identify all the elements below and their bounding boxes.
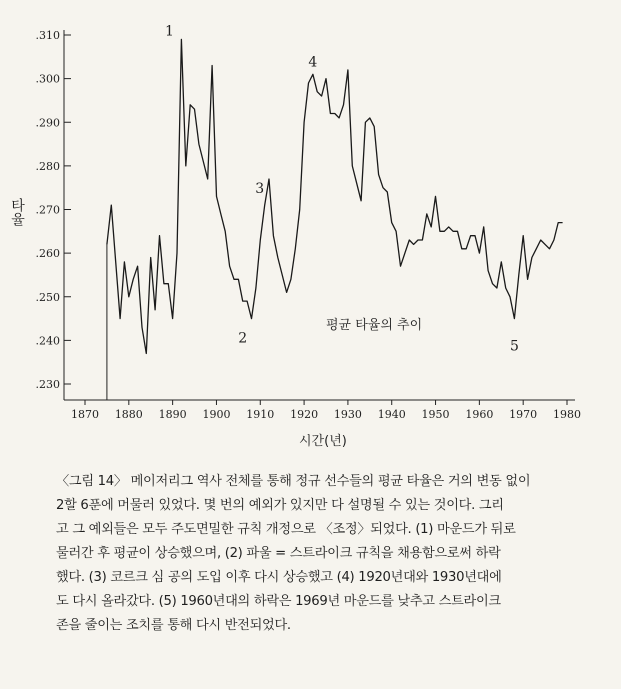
caption-line: 2할 6푼에 머물러 있었다. 몇 번의 예외가 있지만 다 설명될 수 있는 것이다. 그리 bbox=[56, 498, 504, 513]
caption-line: 고 그 예외들은 모두 주도면밀한 규칙 개정으로 〈조정〉되었다. (1) 마운드가 뒤로 bbox=[56, 522, 516, 537]
caption-line: 존을 줄이는 조치를 통해 다시 반전되었다. bbox=[56, 618, 291, 633]
y-tick-label: .240 bbox=[35, 334, 60, 348]
caption-line: 물러간 후 평균이 상승했으며, (2) 파울 = 스트라이크 규칙을 채용함으로써 하락 bbox=[56, 546, 501, 561]
y-tick-label: .310 bbox=[35, 29, 60, 42]
x-tick-label: 1900 bbox=[202, 408, 231, 421]
y-tick-label: .250 bbox=[35, 290, 60, 304]
figure-caption bbox=[56, 470, 590, 638]
annotation-label: 4 bbox=[308, 54, 318, 71]
chart-axes bbox=[64, 30, 575, 400]
y-tick-label: .270 bbox=[35, 203, 60, 217]
x-axis-label: 시간(년) bbox=[299, 434, 347, 449]
y-tick-label: .260 bbox=[35, 247, 60, 261]
x-ticks bbox=[71, 400, 581, 421]
y-tick-label: .300 bbox=[35, 72, 60, 86]
y-axis-label: 타율 bbox=[9, 198, 25, 226]
caption-line: 했다. (3) 코르크 심 공의 도입 이후 다시 상승했고 (4) 1920년대와 1930년대에 bbox=[56, 570, 502, 585]
y-tick-label: .290 bbox=[35, 116, 60, 130]
chart-inline-title: 평균 타율의 추이 bbox=[326, 318, 423, 333]
x-tick-label: 1970 bbox=[509, 408, 538, 421]
annotation-label: 3 bbox=[255, 181, 265, 198]
x-tick-label: 1950 bbox=[421, 408, 450, 421]
x-tick-label: 1920 bbox=[290, 408, 319, 421]
annotation-label: 2 bbox=[238, 330, 248, 347]
annotation-label: 1 bbox=[164, 23, 174, 40]
y-tick-label: .280 bbox=[35, 159, 60, 173]
x-tick-label: 1960 bbox=[465, 408, 494, 421]
x-tick-label: 1930 bbox=[333, 408, 362, 421]
x-tick-label: 1910 bbox=[246, 408, 275, 421]
x-tick-label: 1940 bbox=[377, 408, 406, 421]
x-tick-label: 1870 bbox=[71, 408, 99, 421]
annotations bbox=[165, 23, 519, 354]
caption-line: 도 다시 올라갔다. (5) 1960년대의 하락은 1969년 마운드를 낮추고 스트라이크 bbox=[56, 594, 501, 609]
x-tick-label: 1890 bbox=[158, 408, 187, 421]
x-tick-label: 1980 bbox=[553, 408, 581, 421]
y-tick-label: .230 bbox=[35, 378, 60, 391]
series-line-batting-average bbox=[107, 39, 563, 353]
annotation-label: 5 bbox=[509, 338, 519, 355]
y-ticks bbox=[36, 29, 72, 391]
caption-line: 〈그림 14〉 메이저리그 역사 전체를 통해 정규 선수들의 평균 타율은 거의 변동 없이 bbox=[56, 474, 531, 489]
x-tick-label: 1880 bbox=[114, 408, 143, 421]
